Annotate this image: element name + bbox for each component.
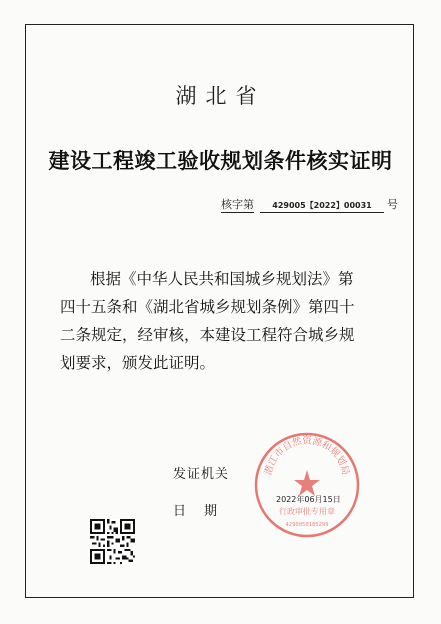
body-line-3: 二条规定，经审核，本建设工程符合城乡规 [60,326,355,344]
qr-code-icon [90,519,135,564]
body-line-4: 划要求，颁发此证明。 [60,354,216,372]
certificate-number-suffix: 号 [387,198,398,211]
issue-date: 2022年06月15日 [276,495,341,504]
certificate-number [221,196,398,213]
seal-bottom-text: 行政审批专用章 [279,507,335,516]
seal-serial: 4290050185299 [285,522,329,528]
seal-top-text: 潜江市自然资源和规划局 [263,435,351,477]
certificate-number-value: 429005【2022】00031 [260,200,384,213]
body-line-2: 四十五条和《湖北省城乡规划条例》第四十 [60,298,355,316]
official-seal-icon [252,430,362,540]
issuer-label: 发证机关 [173,467,230,482]
seal-star-icon [294,470,320,496]
province-heading: 湖北省 [175,84,266,108]
body-line-1: 根据《中华人民共和国城乡规划法》第 [90,270,354,288]
date-label: 日期 [173,504,236,519]
certificate-body [60,265,390,377]
certificate-title: 建设工程竣工验收规划条件核实证明 [48,149,393,173]
certificate-number-prefix: 核字第 [221,198,254,211]
